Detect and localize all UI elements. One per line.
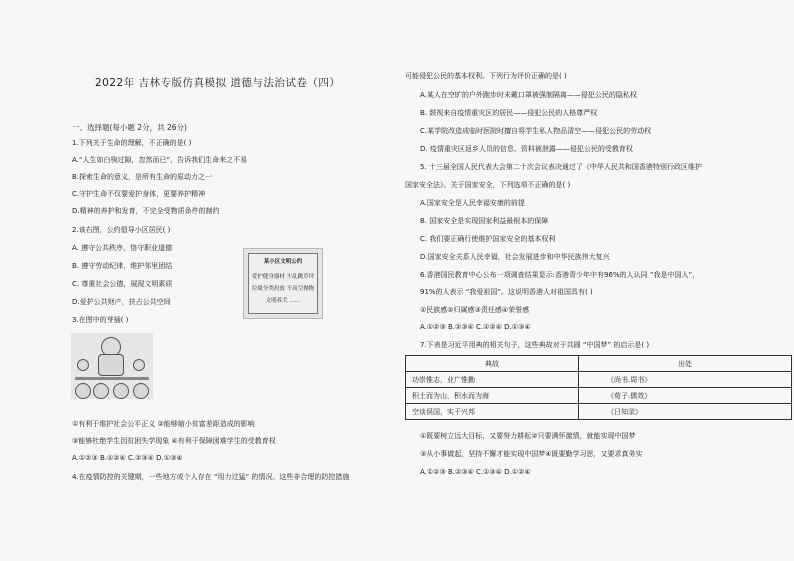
table-header: 出处 [579, 356, 792, 372]
table-row [406, 404, 792, 420]
question-line: A. 遵守公共秩序，恪守职业道德 [72, 244, 173, 252]
question-line: 91%的人表示 “我爱祖国”。这说明香港人对祖国具有( ) [420, 288, 593, 296]
table-cell: 《荀子.儒效》 [579, 388, 792, 404]
option-line: ①有利于维护社会公平正义 ②能够缩小贫富差距造成的影响 [72, 420, 255, 428]
allusion-table [405, 355, 792, 420]
option-line: D. 疫情重灾区返乡人员的信息、资料被泄露——侵犯公民的受教育权 [420, 145, 633, 153]
table-cell: 《日知录》 [579, 404, 792, 420]
question-line: 4.在疫情防控的关键期，一些地方或个人存在 “用力过猛” 的情况。这些非合理的防控措施 [72, 473, 350, 481]
question-line: 5. 十三届全国人民代表大会第二十次会议表决通过了《中华人民共和国香港特别行政区维护 [420, 163, 702, 171]
option-line: ③能够杜绝学生因贫困失学现象 ④有利于保障困难学生的受教育权 [72, 437, 276, 445]
question-line: B. 遵守劳动纪律，维护邻里团结 [72, 262, 173, 270]
question-line: D.爱护公共财产，扶占公共空间 [72, 298, 171, 306]
notice-line: 文明养犬 …… [265, 298, 301, 304]
question-line: C.守护生命不仅要爱护身体，更要养护精神 [72, 190, 206, 198]
option-line: A.①②③ B.①②④ C.②③④ D.①③④ [72, 454, 183, 462]
notice-line: 垃圾分类投放 不高空抛物 [251, 286, 315, 292]
table-header: 典故 [406, 356, 579, 372]
option-line: A.①②③ B.②③④ C.①③④ D.①②④ [420, 468, 531, 476]
question-line: 6.香港国民教育中心公布一项调查结果显示:香港青少年中有96%的人认同 “我是中国人”， [420, 271, 700, 279]
cartoon-image [71, 333, 153, 399]
notice-line: 爱护健身器材 不乱跳草坪 [251, 274, 315, 280]
question-line: 3.在图中的芽插( ) [72, 316, 129, 324]
option-line: B. 鼓视来自疫情重灾区的居民——侵犯公民的人格尊严权 [420, 109, 598, 117]
question-line: C. 尊重社会公德，展现文明素质 [72, 280, 173, 288]
option-line: ①民族感②归属感③责任感④荣誉感 [420, 306, 530, 314]
community-convention-image [243, 248, 323, 319]
table-cell: 空谈误国，实干兴邦 [406, 404, 579, 420]
option-line: A.①②③ B.②③④ C.①②④ D.①③④ [420, 323, 531, 331]
option-line: B. 国家安全是实现国家利益最根本的保障 [420, 217, 549, 225]
option-line: ①既要树立远大目标，又要努力耕耘②只要满怀激情，就能实现中国梦 [420, 432, 636, 440]
table-row [406, 372, 792, 388]
question-line: 国家安全法》。关于国家安全，下列选项不正确的是( ) [405, 181, 571, 189]
option-line: C. 我们要正确行使维护国家安全的基本权利 [420, 235, 556, 243]
table-cell: 积土而为山，积水而为海 [406, 388, 579, 404]
table-header-row [406, 356, 792, 372]
question-line: D.精神的养护和发育，不完全受物质条件的制约 [72, 207, 220, 215]
question-line: 7.下表是习近平用典的相关句子，这些典故对于共圆 “中国梦” 的启示是( ) [420, 341, 650, 349]
option-line: ③从小事做起，坚持不懈才能实现中国梦④既要勤学习思，又要求真务实 [420, 450, 643, 458]
option-line: A.某人在空旷的户外跑步时未戴口罩被强制隔离——侵犯公民的隐私权 [420, 91, 637, 99]
notice-heading: 某小区文明公约 [263, 259, 303, 265]
question-line: A.“人生如白驹过隙，忽然而已”，告诉我们生命来之不易 [72, 156, 248, 164]
option-line: C.某学院改造成临时医院时擅自将学生私人物品清空——侵犯公民的劳动权 [420, 127, 652, 135]
table-row [406, 388, 792, 404]
page-title: 2022年 吉林专版仿真模拟 道德与法治试卷（四） [95, 77, 341, 89]
option-line: A.国家安全是人民幸福安康的前提 [420, 199, 525, 207]
table-cell: 《尚书.周书》 [579, 372, 792, 388]
section-heading: 一、选择题(每小题 2分，共 26分) [72, 123, 187, 132]
table-cell: 功崇惟志，业广惟勤 [406, 372, 579, 388]
question-line: B.探索生命的意义，是所有生命的原动力之一 [72, 173, 213, 181]
question-line: 可能侵犯公民的基本权利。下列行为评价正确的是( ) [405, 72, 567, 80]
question-line: 1.下列关于生命的理解，不正确的是( ) [72, 139, 192, 147]
option-line: D.国家安全关系人民幸福，社会发展进步和中华民族伟大复兴 [420, 253, 610, 261]
question-line: 2.该右图，公约倡导小区居民( ) [72, 226, 171, 234]
